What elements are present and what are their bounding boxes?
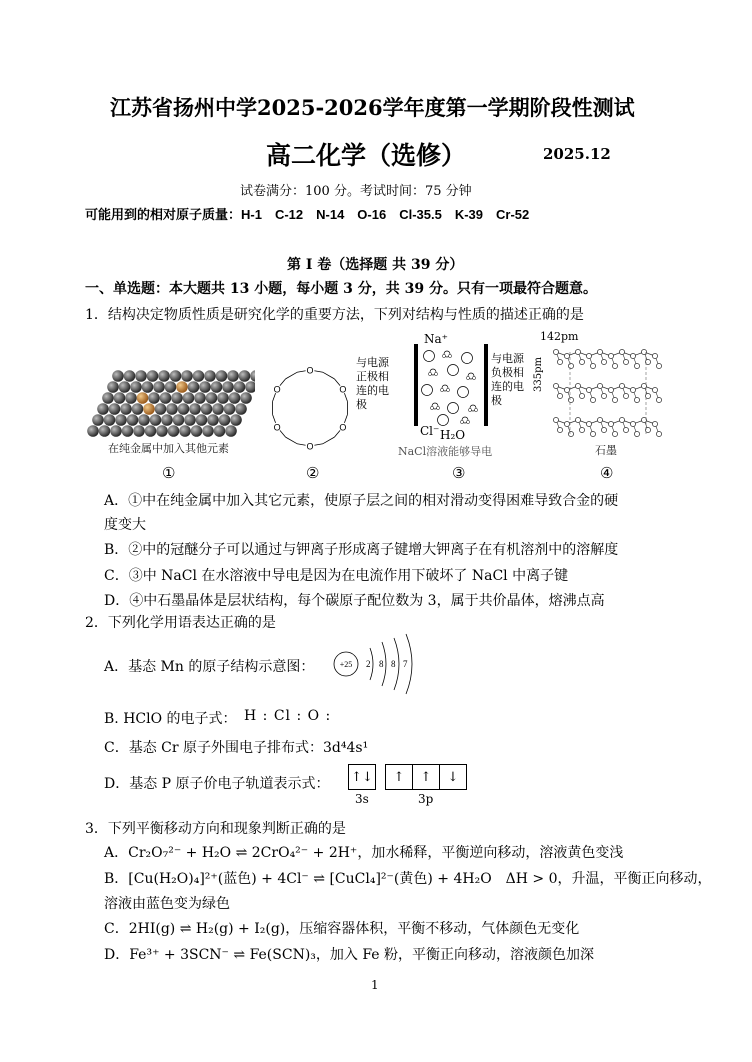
carbon-atom xyxy=(553,383,558,388)
metal-atom xyxy=(142,381,154,393)
mn-nucleus-charge: +25 xyxy=(339,660,353,669)
fig3-cl-label: Cl⁻ xyxy=(420,424,440,438)
orbital-3s-box: ↑↓ xyxy=(348,764,376,790)
crown-ether-bond xyxy=(286,437,297,444)
carbon-atom xyxy=(623,359,628,364)
metal-atom xyxy=(196,414,208,426)
orbital-3p-box-1: ↑ xyxy=(385,764,413,790)
carbon-atom xyxy=(553,417,558,422)
carbon-atom xyxy=(652,353,657,358)
metal-atom xyxy=(97,403,109,415)
water-hydrogen xyxy=(434,372,437,375)
metal-atom xyxy=(87,425,99,437)
fig4-caption: 石墨 xyxy=(595,444,617,457)
metal-atom xyxy=(135,370,147,382)
fig4-side-label: 335pm xyxy=(533,357,544,392)
metal-atom xyxy=(155,403,167,415)
q3-option-b-cont: 溶液由蓝色变为绿色 xyxy=(104,896,230,912)
cathode-plate xyxy=(484,344,488,426)
metal-atom xyxy=(230,414,242,426)
metal-atom xyxy=(219,414,231,426)
carbon-atom xyxy=(612,431,617,436)
carbon-atom xyxy=(634,431,639,436)
water-hydrogen xyxy=(460,420,463,423)
metal-atom xyxy=(199,381,211,393)
carbon-atom xyxy=(586,353,591,358)
q2-option-b: B. HClO 的电子式： xyxy=(104,711,237,727)
carbon-atom xyxy=(623,427,628,432)
water-hydrogen xyxy=(430,406,433,409)
metal-atom xyxy=(194,392,206,404)
carbon-atom xyxy=(586,421,591,426)
carbon-atom xyxy=(586,387,591,392)
metal-atom xyxy=(188,381,200,393)
carbon-atom xyxy=(652,421,657,426)
carbon-atom xyxy=(568,363,573,368)
carbon-atom xyxy=(630,353,635,358)
orbital-3s xyxy=(348,764,375,790)
mn-shell-2: 8 xyxy=(379,659,384,669)
metal-atom xyxy=(179,425,191,437)
sodium-ion xyxy=(458,387,469,398)
carbon-atom xyxy=(608,421,613,426)
metal-atom xyxy=(212,403,224,415)
orbital-3p-box-2: ↑ xyxy=(412,764,440,790)
water-hydrogen xyxy=(442,354,445,357)
metal-atom xyxy=(183,392,195,404)
metal-atom xyxy=(229,392,241,404)
carbon-atom xyxy=(601,393,606,398)
water-hydrogen xyxy=(472,376,475,379)
metal-atom xyxy=(125,392,137,404)
q3-option-b: B．[Cu(H₂O)₄]²⁺(蓝色) + 4Cl⁻ ⇌ [CuCl₄]²⁻(黄色) + 4H₂O ΔH > 0，升温，平衡正向移动， xyxy=(104,871,712,887)
metal-atom xyxy=(245,381,255,393)
q1-option-c: C．③中 NaCl 在水溶液中导电是因为在电流作用下破坏了 NaCl 中离子键 xyxy=(104,568,569,584)
metal-atom xyxy=(112,370,124,382)
crown-ether-oxygen: O xyxy=(273,384,281,395)
metal-atom xyxy=(120,403,132,415)
carbon-atom xyxy=(630,421,635,426)
carbon-atom xyxy=(619,417,624,422)
carbon-atom xyxy=(557,427,562,432)
water-hydrogen xyxy=(448,354,451,357)
q3-stem: 3．下列平衡移动方向和现象判断正确的是 xyxy=(85,821,346,837)
metal-atom xyxy=(99,425,111,437)
metal-atom xyxy=(119,381,131,393)
water-hydrogen xyxy=(436,406,439,409)
water-hydrogen xyxy=(474,408,477,411)
carbon-atom xyxy=(656,363,661,368)
metal-atom xyxy=(150,414,162,426)
metal-atom xyxy=(165,381,177,393)
chloride-ion xyxy=(448,403,459,414)
exam-date: 2025.12 xyxy=(543,145,611,163)
metal-atom xyxy=(107,381,119,393)
metal-atom xyxy=(109,403,121,415)
carbon-atom xyxy=(656,431,661,436)
metal-atom xyxy=(211,381,223,393)
metal-atom xyxy=(138,414,150,426)
hclo-electron-formula: H : Cl : O : xyxy=(244,708,332,724)
carbon-atom xyxy=(623,393,628,398)
carbon-atom xyxy=(652,387,657,392)
metal-atom xyxy=(206,392,218,404)
atomic-masses: 可能用到的相对原子质量：H-1 C-12 N-14 O-16 Cl-35.5 K-39 Cr-52 xyxy=(85,207,530,222)
metal-atom xyxy=(189,403,201,415)
carbon-atom xyxy=(590,431,595,436)
carbon-atom xyxy=(597,349,602,354)
crown-ether-oxygen: O xyxy=(339,384,347,395)
metal-atom xyxy=(168,425,180,437)
metal-atom xyxy=(130,381,142,393)
sodium-ion xyxy=(448,365,459,376)
figure-graphite xyxy=(550,344,666,440)
metal-atom xyxy=(92,414,104,426)
carbon-atom xyxy=(564,421,569,426)
carbon-atom xyxy=(568,397,573,402)
metal-atom xyxy=(127,414,139,426)
metal-atom xyxy=(171,392,183,404)
q1-option-a-cont: 度变大 xyxy=(104,517,146,533)
carbon-atom xyxy=(634,397,639,402)
metal-atom xyxy=(161,414,173,426)
mn-atomic-structure-diagram xyxy=(330,632,420,696)
carbon-atom xyxy=(608,387,613,392)
water-hydrogen xyxy=(446,388,449,391)
metal-atom xyxy=(156,425,168,437)
metal-atom xyxy=(115,414,127,426)
metal-atom xyxy=(133,425,145,437)
fig3-caption: NaCl溶液能够导电 xyxy=(398,445,493,458)
alloy-impurity-atom xyxy=(143,403,155,415)
metal-atom xyxy=(110,425,122,437)
water-hydrogen xyxy=(440,388,443,391)
metal-atom xyxy=(235,403,247,415)
q2-option-d: D．基态 P 原子价电子轨道表示式： xyxy=(104,776,330,792)
orbital-3p-label: 3p xyxy=(418,792,434,806)
carbon-atom xyxy=(579,427,584,432)
exam-meta: 试卷满分：100 分。考试时间：75 分钟 xyxy=(240,184,472,199)
chloride-ion xyxy=(462,353,473,364)
water-hydrogen xyxy=(468,408,471,411)
alloy-impurity-atom xyxy=(176,381,188,393)
carbon-atom xyxy=(575,383,580,388)
sodium-ion xyxy=(424,351,435,362)
metal-atom xyxy=(166,403,178,415)
q3-option-c: C．2HI(g) ⇌ H₂(g) + I₂(g)，压缩容器体积，平衡不移动，气体颜色无变化 xyxy=(104,921,580,937)
metal-atom xyxy=(184,414,196,426)
metal-atom xyxy=(173,414,185,426)
metal-atom xyxy=(250,370,255,382)
metal-atom xyxy=(104,414,116,426)
figure-crown-ether xyxy=(262,360,358,456)
carbon-atom xyxy=(553,349,558,354)
q1-stem: 1．结构决定物质性质是研究化学的重要方法，下列对结构与性质的描述正确的是 xyxy=(85,307,584,323)
q1-option-a: A．①中在纯金属中加入其它元素，使原子层之间的相对滑动变得困难导致合金的硬 xyxy=(104,493,619,509)
water-hydrogen xyxy=(428,372,431,375)
chloride-ion xyxy=(422,385,433,396)
metal-atom xyxy=(216,370,228,382)
metal-atom xyxy=(239,370,251,382)
carbon-atom xyxy=(575,417,580,422)
metal-atom xyxy=(158,370,170,382)
q1-option-b: B．②中的冠醚分子可以通过与钾离子形成离子键增大钾离子在有机溶剂中的溶解度 xyxy=(104,542,619,558)
q2-stem: 2．下列化学用语表达正确的是 xyxy=(85,615,276,631)
fig3-h2o-label: H₂O xyxy=(440,428,466,442)
fig4-top-label: 142pm xyxy=(540,330,579,343)
metal-atom xyxy=(181,370,193,382)
metal-atom xyxy=(124,370,136,382)
carbon-atom xyxy=(612,363,617,368)
q1-option-d: D．④中石墨晶体是层状结构，每个碳原子配位数为 3，属于共价晶体，熔沸点高 xyxy=(104,593,605,609)
fig3-right-label: 与电源 负极相 连的电 极 xyxy=(491,352,524,407)
fig3-number: ③ xyxy=(452,464,466,482)
carbon-atom xyxy=(590,397,595,402)
carbon-atom xyxy=(634,363,639,368)
orbital-3s-label: 3s xyxy=(355,792,369,806)
section-title: 第 I 卷（选择题 共 39 分） xyxy=(287,257,464,273)
metal-atom xyxy=(178,403,190,415)
metal-atom xyxy=(191,425,203,437)
mn-shell-4: 7 xyxy=(403,659,408,669)
carbon-atom xyxy=(601,359,606,364)
carbon-atom xyxy=(568,431,573,436)
metal-atom xyxy=(227,370,239,382)
metal-atom xyxy=(222,381,234,393)
carbon-atom xyxy=(564,353,569,358)
carbon-atom xyxy=(630,387,635,392)
metal-atom xyxy=(202,425,214,437)
q3-option-d: D．Fe³⁺ + 3SCN⁻ ⇌ Fe(SCN)₃，加入 Fe 粉，平衡正向移动，溶液颜色加深 xyxy=(104,947,595,963)
page-number: 1 xyxy=(371,978,379,992)
fig3-left-label: 与电源 正极相 连的电 极 xyxy=(356,356,389,411)
metal-atom xyxy=(225,425,237,437)
section-instruction: 一、单选题：本大题共 13 小题，每小题 3 分，共 39 分。只有一项最符合题意。 xyxy=(85,281,597,297)
exam-subtitle: 高二化学（选修） xyxy=(266,141,467,170)
carbon-atom xyxy=(619,383,624,388)
q3-option-a: A．Cr₂O₇²⁻ + H₂O ⇌ 2CrO₄²⁻ + 2H⁺，加水稀释，平衡逆向移动，溶液黄色变浅 xyxy=(104,845,624,861)
metal-atom xyxy=(201,403,213,415)
carbon-atom xyxy=(619,349,624,354)
figure-nacl-ions xyxy=(419,348,483,426)
anode-plate xyxy=(414,344,418,426)
metal-atom xyxy=(217,392,229,404)
metal-atom xyxy=(147,370,159,382)
carbon-atom xyxy=(597,383,602,388)
figure-alloy xyxy=(85,368,255,440)
alloy-impurity-atom xyxy=(137,392,149,404)
carbon-atom xyxy=(557,359,562,364)
metal-atom xyxy=(122,425,134,437)
metal-atom xyxy=(114,392,126,404)
carbon-atom xyxy=(590,363,595,368)
orbital-3p xyxy=(385,764,466,790)
fig1-number: ① xyxy=(162,464,176,482)
crown-ether-bond xyxy=(323,437,334,444)
carbon-atom xyxy=(601,427,606,432)
metal-atom xyxy=(148,392,160,404)
mn-shell-1: 2 xyxy=(366,659,371,669)
carbon-atom xyxy=(608,353,613,358)
carbon-atom xyxy=(656,397,661,402)
fig2-number: ② xyxy=(306,464,320,482)
water-hydrogen xyxy=(466,420,469,423)
metal-atom xyxy=(170,370,182,382)
metal-atom xyxy=(204,370,216,382)
mn-shell-3: 8 xyxy=(391,659,396,669)
fig4-number: ④ xyxy=(600,464,614,482)
crown-ether-oxygen: O xyxy=(273,422,281,433)
carbon-atom xyxy=(579,393,584,398)
metal-atom xyxy=(160,392,172,404)
water-hydrogen xyxy=(466,376,469,379)
orbital-3p-box-3: ↓ xyxy=(439,764,467,790)
metal-atom xyxy=(207,414,219,426)
metal-atom xyxy=(214,425,226,437)
metal-atom xyxy=(145,425,157,437)
carbon-atom xyxy=(557,393,562,398)
metal-atom xyxy=(240,392,252,404)
metal-atom xyxy=(132,403,144,415)
carbon-atom xyxy=(564,387,569,392)
carbon-atom xyxy=(612,397,617,402)
crown-ether-oxygen: O xyxy=(306,365,314,376)
exam-title: 江苏省扬州中学2025-2026学年度第一学期阶段性测试 xyxy=(110,95,635,120)
metal-atom xyxy=(234,381,246,393)
metal-atom xyxy=(102,392,114,404)
fig3-na-label: Na⁺ xyxy=(424,332,448,346)
metal-atom xyxy=(193,370,205,382)
fig1-caption: 在纯金属中加入其他元素 xyxy=(108,442,229,455)
carbon-atom xyxy=(597,417,602,422)
crown-ether-bond xyxy=(286,372,297,379)
crown-ether-oxygen: O xyxy=(339,422,347,433)
carbon-atom xyxy=(579,359,584,364)
crown-ether-oxygen: O xyxy=(306,441,314,452)
q2-option-a: A．基态 Mn 的原子结构示意图： xyxy=(104,659,315,675)
carbon-atom xyxy=(575,349,580,354)
q2-option-c: C．基态 Cr 原子外围电子排布式：3d⁴4s¹ xyxy=(104,740,369,756)
metal-atom xyxy=(153,381,165,393)
crown-ether-bond xyxy=(323,372,334,379)
metal-atom xyxy=(224,403,236,415)
